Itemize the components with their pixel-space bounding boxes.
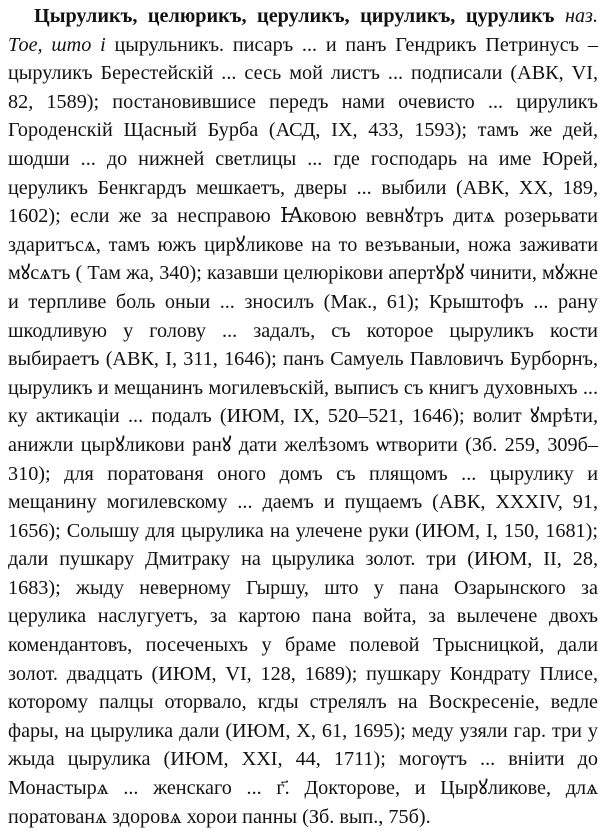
entry-definition: Тое, што і (8, 33, 106, 56)
part-of-speech: наз. (564, 5, 598, 27)
dictionary-entry (8, 2, 598, 831)
entry-citations: цырульникъ. писаръ ... и панъ Гендрикъ Петринусъ – цыруликъ Берестейскій ... сесь мой листъ ... подписали (АВК, VI, 82, 1589); постановившисе передъ нами очевисто ... цируликъ Городенскій Щасный Бурба (АСД, IX, 433, 1593); тамъ же дей, шодши ... до нижней светлицы ... где господарь на име Юрей, церуликъ Бенкгардъ мешкаетъ, дверы ... выбили (АВК, XX, 189, 1602); если же за несправою Ꙗковою вевнꙋтръ дитѧ розерьвати здаритъсѧ, тамъ южъ цирꙋликове на то везъваныи, ножа заживати мꙋсѧтъ ( Там жа, 340); казавши целюрікови апертꙋрꙋ чинити, мꙋжне и терпливе боль оныи ... зносилъ (Мак., 61); Крыштофъ ... рану шкодливую у голову ... задалъ, съ которое цыруликъ кости выбираетъ (АВК, I, 311, 1646); панъ Самуель Павловичъ Бурборнъ, цыруликъ и мещанинъ могилевъскій, выписъ съ книгъ духовныхъ ... ку актикаціи ... подалъ (ИЮМ, IX, 520–521, 1646); волит ꙋмрѣти, анижли цырꙋликови ранꙋ дати желѣзомъ ѡтворити (Зб. 259, 309б–310); для поратованя оного домъ съ плящомъ ... цырулику и мещанину могилевскому ... даемъ и пущаемъ (АВК, XXXIV, 91, 1656); Солышу для цырулика на улечене руки (ИЮМ, I, 150, 1681); дали пушкару Дмитраку на цырулика золот. три (ИЮМ, II, 28, 1683); жыду неверному Гыршу, што у пана Озарынского за церулика наслугуетъ, за картою пана войта, за вылечене двохъ комендантовъ, посеченыхъ у браме полевой Трысницкой, дали золот. двадцать (ИЮМ, VI, 128, 1689); пушкару Кондрату Плисе, которому палцы оторвало, кгды стрелялъ на Воскресеніе, ведле фары, на цырулика дали (ИЮМ, X, 61, 1695); меду узяли гар. три у жыда цырулика (ИЮМ, XXI, 44, 1711); могѹтъ ... вніити до Монастырѧ ... женскаго ... г҃. Докторове, и Цырꙋликове, длѧ поратованѧ здоровѧ хорои панны (Зб. вып., 75б). (8, 33, 598, 828)
entry-headword: Цыруликъ, целюрикъ, церуликъ, цируликъ, цуруликъ (34, 5, 555, 27)
